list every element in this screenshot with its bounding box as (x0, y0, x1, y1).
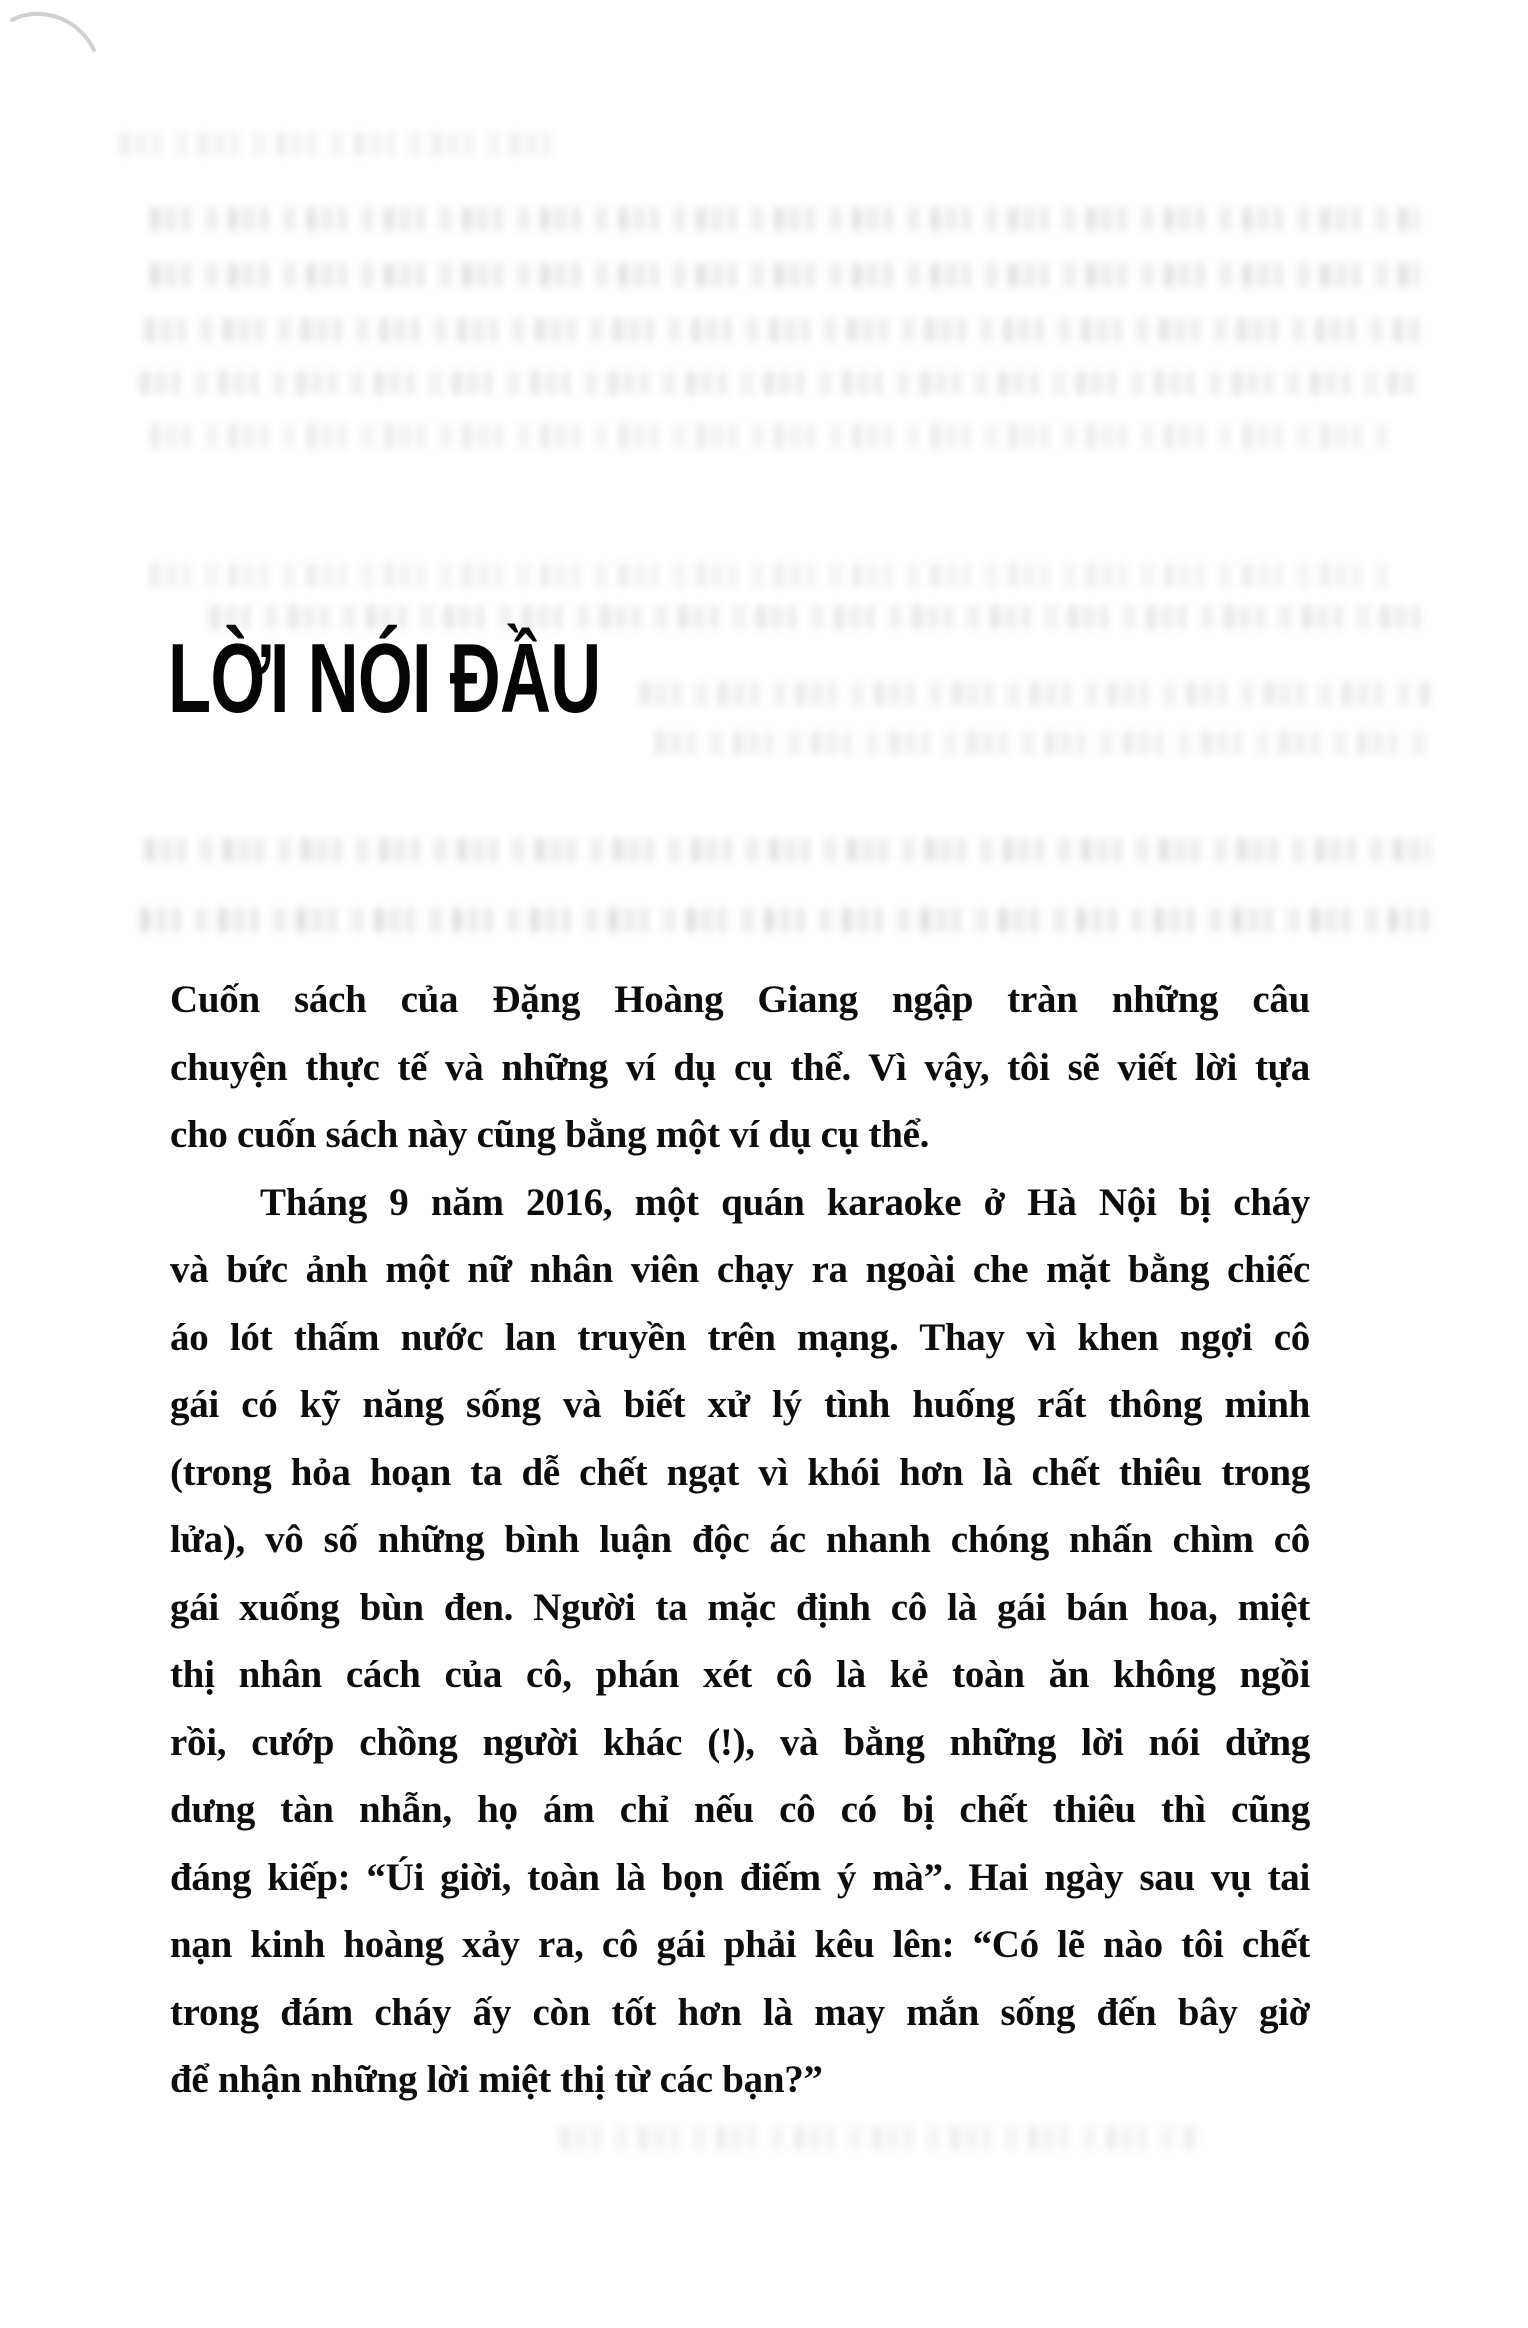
bleed-through-smudge (145, 308, 1420, 350)
chapter-heading: LỜI NÓI ĐẦU (168, 623, 601, 733)
bleed-through-smudge (150, 196, 1420, 240)
text-line: và bức ảnh một nữ nhân viên chạy ra ngoài che mặt bằng chiếc (170, 1248, 1310, 1291)
bleed-through-smudge (150, 252, 1420, 296)
text-line: chuyện thực tế và những ví dụ cụ thể. Vì vậy, tôi sẽ viết lời tựa (170, 1045, 1310, 1089)
text-line: gái xuống bùn đen. Người ta mặc định cô là gái bán hoa, miệt (170, 1585, 1310, 1629)
bleed-through-smudge (150, 416, 1390, 454)
text-line: dưng tàn nhẫn, họ ám chỉ nếu cô có bị chết thiêu thì cũng (170, 1788, 1310, 1831)
bleed-through-smudge (640, 672, 1430, 714)
bleed-through-smudge (560, 2120, 1200, 2154)
text-line: áo lót thấm nước lan truyền trên mạng. Thay vì khen ngợi cô (170, 1315, 1310, 1359)
text-line: đáng kiếp: “Úi giời, toàn là bọn điếm ý mà”. Hai ngày sau vụ tai (170, 1855, 1310, 1899)
bleed-through-smudge (655, 722, 1430, 762)
bleed-through-smudge (140, 362, 1420, 402)
bleed-through-smudge (120, 126, 550, 160)
text-line: trong đám cháy ấy còn tốt hơn là may mắn sống đến bây giờ (170, 1990, 1310, 2034)
text-line: rồi, cướp chồng người khác (!), và bằng những lời nói dửng (170, 1720, 1310, 1764)
text-line: Tháng 9 năm 2016, một quán karaoke ở Hà Nội bị cháy (260, 1180, 1310, 1224)
text-line: gái có kỹ năng sống và biết xử lý tình huống rất thông minh (170, 1383, 1310, 1426)
bleed-through-smudge (150, 556, 1390, 592)
text-line: lửa), vô số những bình luận độc ác nhanh chóng nhấn chìm cô (170, 1518, 1310, 1561)
text-line: để nhận những lời miệt thị từ các bạn?” (170, 2058, 823, 2101)
text-line: cho cuốn sách này cũng bằng một ví dụ cụ thể. (170, 1113, 930, 1156)
page-curl-mark (6, 4, 116, 84)
bleed-through-smudge (140, 896, 1435, 942)
text-line: Cuốn sách của Đặng Hoàng Giang ngập tràn những câu (170, 978, 1310, 1021)
text-line: thị nhân cách của cô, phán xét cô là kẻ toàn ăn không ngồi (170, 1653, 1310, 1696)
text-line: nạn kinh hoàng xảy ra, cô gái phải kêu lên: “Có lẽ nào tôi chết (170, 1923, 1310, 1966)
body-text (170, 966, 1310, 2114)
text-line: (trong hỏa hoạn ta dễ chết ngạt vì khói hơn là chết thiêu trong (170, 1450, 1310, 1494)
bleed-through-smudge (145, 826, 1430, 872)
